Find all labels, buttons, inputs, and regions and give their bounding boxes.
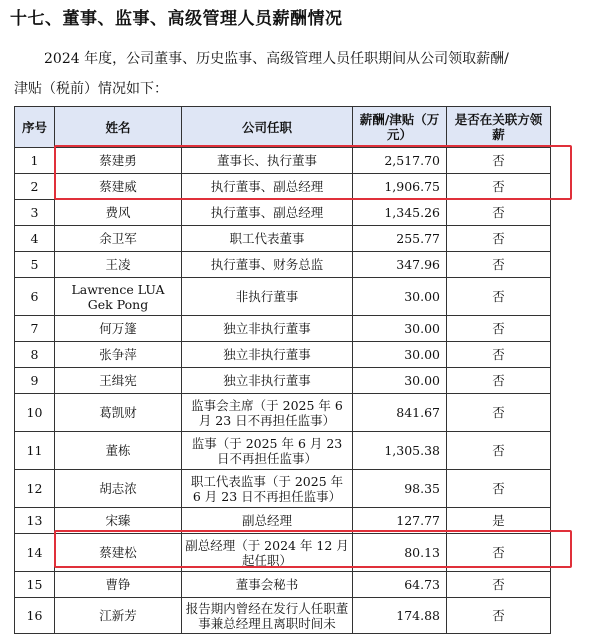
row-related-party: 否: [447, 252, 551, 278]
table-row: [15, 598, 551, 634]
row-position: 独立非执行董事: [182, 342, 353, 368]
row-related-party: 否: [447, 226, 551, 252]
row-number: 9: [15, 368, 55, 394]
row-salary: 30.00: [353, 316, 447, 342]
table-body: [15, 148, 551, 634]
row-number: 7: [15, 316, 55, 342]
row-related-party: 否: [447, 148, 551, 174]
row-related-party: 否: [447, 316, 551, 342]
row-position: 监事会主席（于 2025 年 6 月 23 日不再担任监事）: [182, 394, 353, 432]
intro-line-1: 2024 年度，公司董事、历史监事、高级管理人员任职期间从公司领取薪酬/: [44, 51, 509, 67]
row-position: 非执行董事: [182, 278, 353, 316]
row-name: 王凌: [55, 252, 182, 278]
table-row: [15, 200, 551, 226]
row-position: 监事（于 2025 年 6 月 23 日不再担任监事）: [182, 432, 353, 470]
row-related-party: 是: [447, 508, 551, 534]
row-salary: 80.13: [353, 534, 447, 572]
row-name: 葛凯财: [55, 394, 182, 432]
table-row: [15, 508, 551, 534]
row-position: 职工代表董事: [182, 226, 353, 252]
table-row: [15, 572, 551, 598]
row-name: 江新芳: [55, 598, 182, 634]
row-position: 执行董事、副总经理: [182, 200, 353, 226]
row-number: 2: [15, 174, 55, 200]
header-no: 序号: [15, 107, 55, 148]
row-name: 余卫军: [55, 226, 182, 252]
row-related-party: 否: [447, 470, 551, 508]
row-number: 15: [15, 572, 55, 598]
row-related-party: 否: [447, 368, 551, 394]
row-number: 13: [15, 508, 55, 534]
row-related-party: 否: [447, 342, 551, 368]
intro-paragraph: [14, 44, 584, 104]
row-salary: 174.88: [353, 598, 447, 634]
table-row: [15, 226, 551, 252]
row-position: 职工代表监事（于 2025 年 6 月 23 日不再担任监事）: [182, 470, 353, 508]
row-number: 8: [15, 342, 55, 368]
row-position: 董事会秘书: [182, 572, 353, 598]
row-number: 14: [15, 534, 55, 572]
row-related-party: 否: [447, 432, 551, 470]
row-salary: 2,517.70: [353, 148, 447, 174]
row-salary: 98.35: [353, 470, 447, 508]
row-name: 蔡建松: [55, 534, 182, 572]
row-salary: 1,345.26: [353, 200, 447, 226]
table-row: [15, 368, 551, 394]
row-number: 12: [15, 470, 55, 508]
row-salary: 1,906.75: [353, 174, 447, 200]
row-name: Lawrence LUA Gek Pong: [55, 278, 182, 316]
table-row: [15, 174, 551, 200]
row-name: 费风: [55, 200, 182, 226]
row-salary: 841.67: [353, 394, 447, 432]
row-number: 5: [15, 252, 55, 278]
row-name: 蔡建勇: [55, 148, 182, 174]
row-name: 董栋: [55, 432, 182, 470]
row-name: 何万篷: [55, 316, 182, 342]
row-salary: 64.73: [353, 572, 447, 598]
row-salary: 30.00: [353, 368, 447, 394]
row-position: 执行董事、副总经理: [182, 174, 353, 200]
row-related-party: 否: [447, 598, 551, 634]
header-name: 姓名: [55, 107, 182, 148]
row-name: 曹铮: [55, 572, 182, 598]
table-row: [15, 148, 551, 174]
row-related-party: 否: [447, 394, 551, 432]
row-position: 执行董事、财务总监: [182, 252, 353, 278]
row-position: 副总经理: [182, 508, 353, 534]
row-name: 蔡建威: [55, 174, 182, 200]
table-row: [15, 470, 551, 508]
row-name: 宋臻: [55, 508, 182, 534]
header-position: 公司任职: [182, 107, 353, 148]
row-related-party: 否: [447, 572, 551, 598]
row-position: 报告期内曾经在发行人任职董事兼总经理且离职时间未: [182, 598, 353, 634]
table-row: [15, 252, 551, 278]
header-related: 是否在关联方领薪: [447, 107, 551, 148]
table-row: [15, 394, 551, 432]
compensation-table: [14, 106, 551, 634]
row-salary: 1,305.38: [353, 432, 447, 470]
row-salary: 30.00: [353, 278, 447, 316]
row-number: 11: [15, 432, 55, 470]
intro-line-2: 津贴（税前）情况如下：: [14, 81, 168, 97]
header-salary: 薪酬/津贴（万元）: [353, 107, 447, 148]
row-related-party: 否: [447, 278, 551, 316]
row-salary: 347.96: [353, 252, 447, 278]
row-salary: 127.77: [353, 508, 447, 534]
table-row: [15, 342, 551, 368]
row-salary: 30.00: [353, 342, 447, 368]
table-row: [15, 316, 551, 342]
row-position: 独立非执行董事: [182, 316, 353, 342]
row-number: 4: [15, 226, 55, 252]
row-position: 董事长、执行董事: [182, 148, 353, 174]
table-row: [15, 432, 551, 470]
row-number: 16: [15, 598, 55, 634]
row-salary: 255.77: [353, 226, 447, 252]
row-position: 独立非执行董事: [182, 368, 353, 394]
row-number: 3: [15, 200, 55, 226]
table-row: [15, 278, 551, 316]
row-number: 10: [15, 394, 55, 432]
row-name: 王缉宪: [55, 368, 182, 394]
row-position: 副总经理（于 2024 年 12 月起任职）: [182, 534, 353, 572]
row-related-party: 否: [447, 200, 551, 226]
row-number: 6: [15, 278, 55, 316]
section-heading: 十七、董事、监事、高级管理人员薪酬情况: [10, 9, 343, 29]
row-name: 胡志浓: [55, 470, 182, 508]
row-number: 1: [15, 148, 55, 174]
row-related-party: 否: [447, 174, 551, 200]
table-header-row: [15, 107, 551, 148]
table-row: [15, 534, 551, 572]
row-name: 张争萍: [55, 342, 182, 368]
row-related-party: 否: [447, 534, 551, 572]
